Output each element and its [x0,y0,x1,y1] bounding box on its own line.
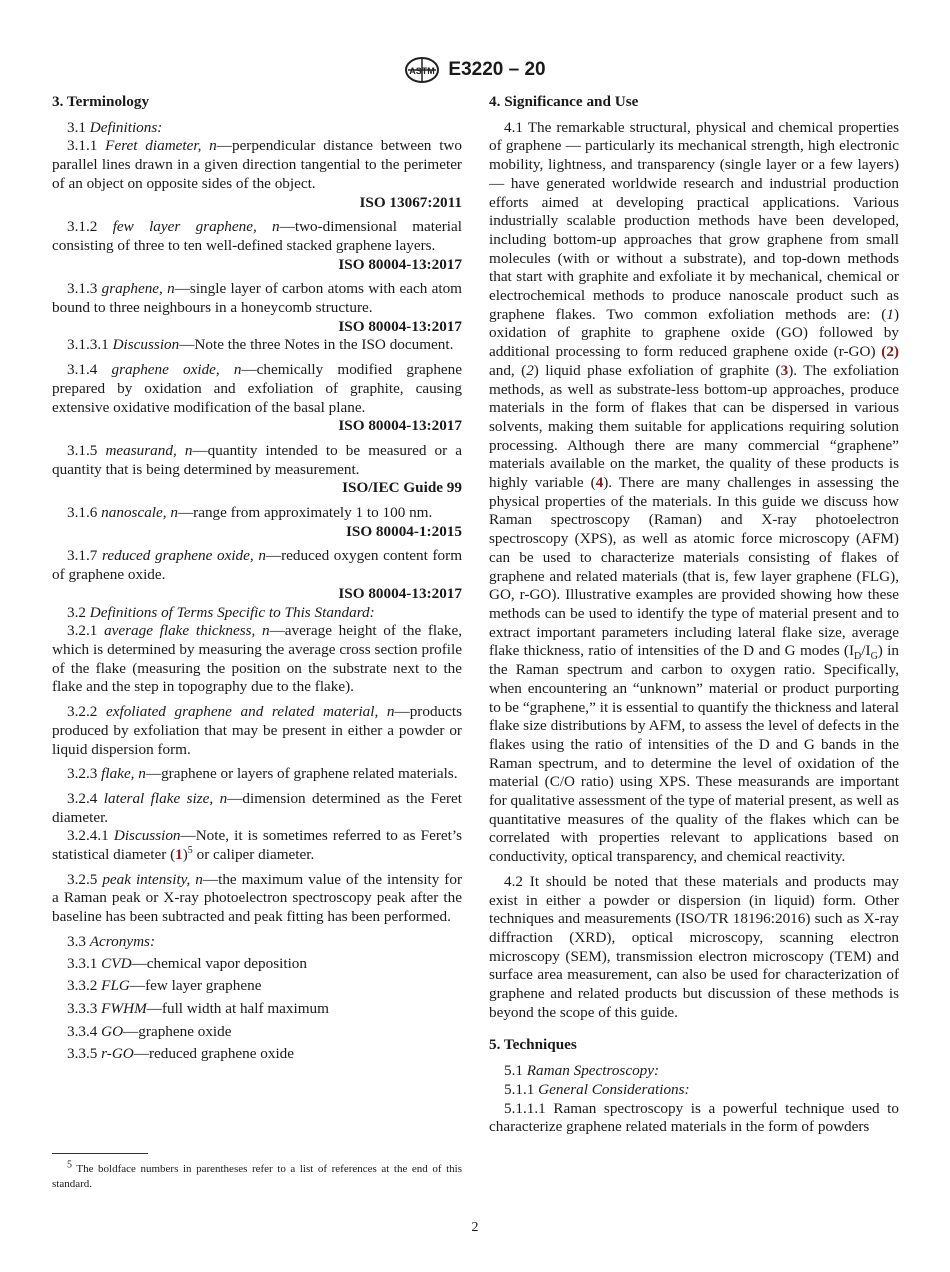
definition-3-1-5: 3.1.5 measurand, n—quantity intended to be measured or a quantity that is being determined by measurement. [52,441,462,478]
definition-3-1-3-ref: ISO 80004-13:2017 [338,317,462,335]
definition-3-2-5: 3.2.5 peak intensity, n—the maximum value of the intensity for a Raman peak or X-ray photoelectron spectroscopy peak after the baseline has been subtracted and peak fitting has been performed. [52,870,463,926]
section-5-heading: 5. Techniques [489,1036,577,1054]
astm-logo-text: ASTM [409,66,436,76]
subsection-5-1-1: 5.1.1 General Considerations: [504,1080,690,1098]
subsection-3-1: 3.1 Definitions: [67,118,163,136]
paragraph-4-1: 4.1 The remarkable structural, physical and chemical properties of graphene — particularly its mechanical strength, high electronic mobility, lightness, and transparency (single layer or a few layers) — have generated worldwide research and industrial production efforts aimed at developing practical applications. Various industrially scalable production methods have been developed, including bottom-up approaches that grow graphene from small molecules (with or without a substrate), and top-down methods that start with graphite and exfoliate it by mechanical, chemical or electrochemical methods to produce nanoscale product such as graphene flakes. Two common exfoliation methods are: (1) oxidation of graphite to graphene oxide (GO) followed by additional processing to form reduced graphene oxide (r-GO) (2) and, (2) liquid phase exfoliation of graphite (3). The exfoliation methods, as well as substrate-less bottom-up approaches, produce materials in the form of flakes that can be dispersed in various solvents, making them suitable for applications requiring solution processing. Although there are many commercial “graphene” materials available on the market, the quality of these products is highly variable (4). There are many challenges in assessing the physical properties of the materials. In this guide we discuss how Raman spectroscopy (Raman) and X-ray photoelectron spectroscopy (XPS), as well as atomic force microscopy (AFM) can be used to characterize materials consisting of flakes of graphene and related materials (that is, few layer graphene (FLG), GO, r-GO). Illustrative examples are provided showing how these methods can be used to identify the type of material present and to extract important parameters including lateral flake size, average flake thickness, ratio of intensities of the D and G modes $(I_D/I_G)$ in the Raman spectrum and carbon to oxygen ratio. Specifically, when encountering an “unknown” material or product purporting to be “graphene,” it is essential to quantify the thickness and lateral flake size distributions by AFM, to assess the level of defects in the flakes using the ratio of intensities of the D and G bands in the Raman spectrum, and to determine the level of oxidation of the material (C/O ratio) using XPS. These measurands are important for qualitative assessment of the type of material present, as well as quantitative measures of the quality of the flakes which can be correlated with properties relevant to applications based on conductivity, optical transparency, and chemical reactivity. [489,118,900,866]
acronym-item: 3.3.4 GO—graphene oxide [67,1022,232,1040]
paragraph-4-2: 4.2 It should be noted that these materials and products may exist in either a powder or dispersion (in liquid) form. Other techniques and measurements (ISO/TR 18196:2016) such as X-ray diffraction (XRD), optical microscopy, scanning electron microscopy (SEM), transmission electron microscopy (TEM) and surface area measurement, can also be used for characterization of graphene and related products but discussion of these methods is beyond the scope of this guide. [489,872,899,1021]
definition-3-2-3: 3.2.3 flake, n—graphene or layers of graphene related materials. [67,765,458,783]
page-header [0,55,950,85]
footnote-divider [52,1153,148,1154]
subsection-3-2: 3.2 Definitions of Terms Specific to This Standard: [67,603,375,621]
definition-3-2-4: 3.2.4 lateral flake size, n—dimension determined as the Feret diameter. [52,789,462,826]
section-3-heading: 3. Terminology [52,93,150,110]
acronym-item: 3.3.3 FWHM—full width at half maximum [67,999,329,1017]
definition-3-2-2: 3.2.2 exfoliated graphene and related material, n—products produced by exfoliation that may be present in either a powder or liquid dispersion form. [52,703,463,758]
definition-3-1-7-ref: ISO 80004-13:2017 [338,584,462,602]
definition-3-2-1: 3.2.1 average flake thickness, n—average height of the flake, which is determined by measuring the average cross section profile of the flake (measuring the position on the substrate next to the flake and the step in topography due to the flake). [52,622,463,696]
definition-3-1-3: 3.1.3 graphene, n—single layer of carbon atoms with each atom bound to three neighbours in a honeycomb structure. [52,280,462,317]
reference-link-3[interactable]: 3 [780,361,789,379]
footnote-marker[interactable]: 5 [187,844,193,856]
page-number: 2 [471,1220,479,1235]
definition-3-1-5-ref: ISO/IEC Guide 99 [342,479,462,497]
paragraph-5-1-1-1: 5.1.1.1 Raman spectroscopy is a powerful technique used to characterize graphene related materials in the form of powders [489,1099,899,1136]
definition-3-1-4-ref: ISO 80004-13:2017 [338,417,462,435]
definition-3-1-1: 3.1.1 Feret diameter, n—perpendicular distance between two parallel lines drawn in a given direction tangential to the perimeter of an object on opposite sides of the object. [52,137,462,192]
reference-link-2[interactable]: (2) [881,343,899,361]
section-4-heading: 4. Significance and Use [489,93,639,110]
astm-logo-icon [404,56,440,84]
right-column [489,93,899,1137]
footnote: $^5$ The boldface numbers in parentheses refer to a list of references at the end of this standard. [52,1159,462,1190]
acronym-item: 3.3.1 CVD—chemical vapor deposition [67,954,307,972]
subsection-3-3: 3.3 Acronyms: [67,932,156,950]
discussion-3-2-4-1: 3.2.4.1 Discussion—Note, it is sometimes referred to as Feret’s statistical diameter $(1)^5$ or caliper diameter. [52,827,463,864]
acronym-item: 3.3.5 r-GO—reduced graphene oxide [67,1045,295,1063]
definition-3-1-6: 3.1.6 nanoscale, n—range from approximately 1 to 100 nm. [67,504,433,522]
reference-link-1[interactable]: 1 [175,846,183,864]
definition-3-1-2-ref: ISO 80004-13:2017 [338,255,462,273]
left-column [52,93,462,1064]
definition-3-1-1-ref: ISO 13067:2011 [359,193,462,211]
definition-3-1-7: 3.1.7 reduced graphene oxide, n—reduced oxygen content form of graphene oxide. [52,547,463,584]
definition-3-1-2: 3.1.2 few layer graphene, n—two-dimensional material consisting of three to ten well-defined stacked graphene layers. [52,218,462,254]
definition-3-1-4: 3.1.4 graphene oxide, n—chemically modified graphene prepared by oxidation and exfoliation of graphite, causing extensive oxidative modification of the basal plane. [52,361,463,416]
subsection-5-1: 5.1 Raman Spectroscopy: [504,1062,660,1080]
reference-link-4[interactable]: 4 [595,474,604,492]
acronym-item: 3.3.2 FLG—few layer graphene [67,977,262,995]
standard-designation: E3220 – 20 [448,59,546,80]
definition-3-1-6-ref: ISO 80004-1:2015 [345,522,462,540]
discussion-3-1-3-1: 3.1.3.1 Discussion—Note the three Notes in the ISO document. [67,336,454,354]
